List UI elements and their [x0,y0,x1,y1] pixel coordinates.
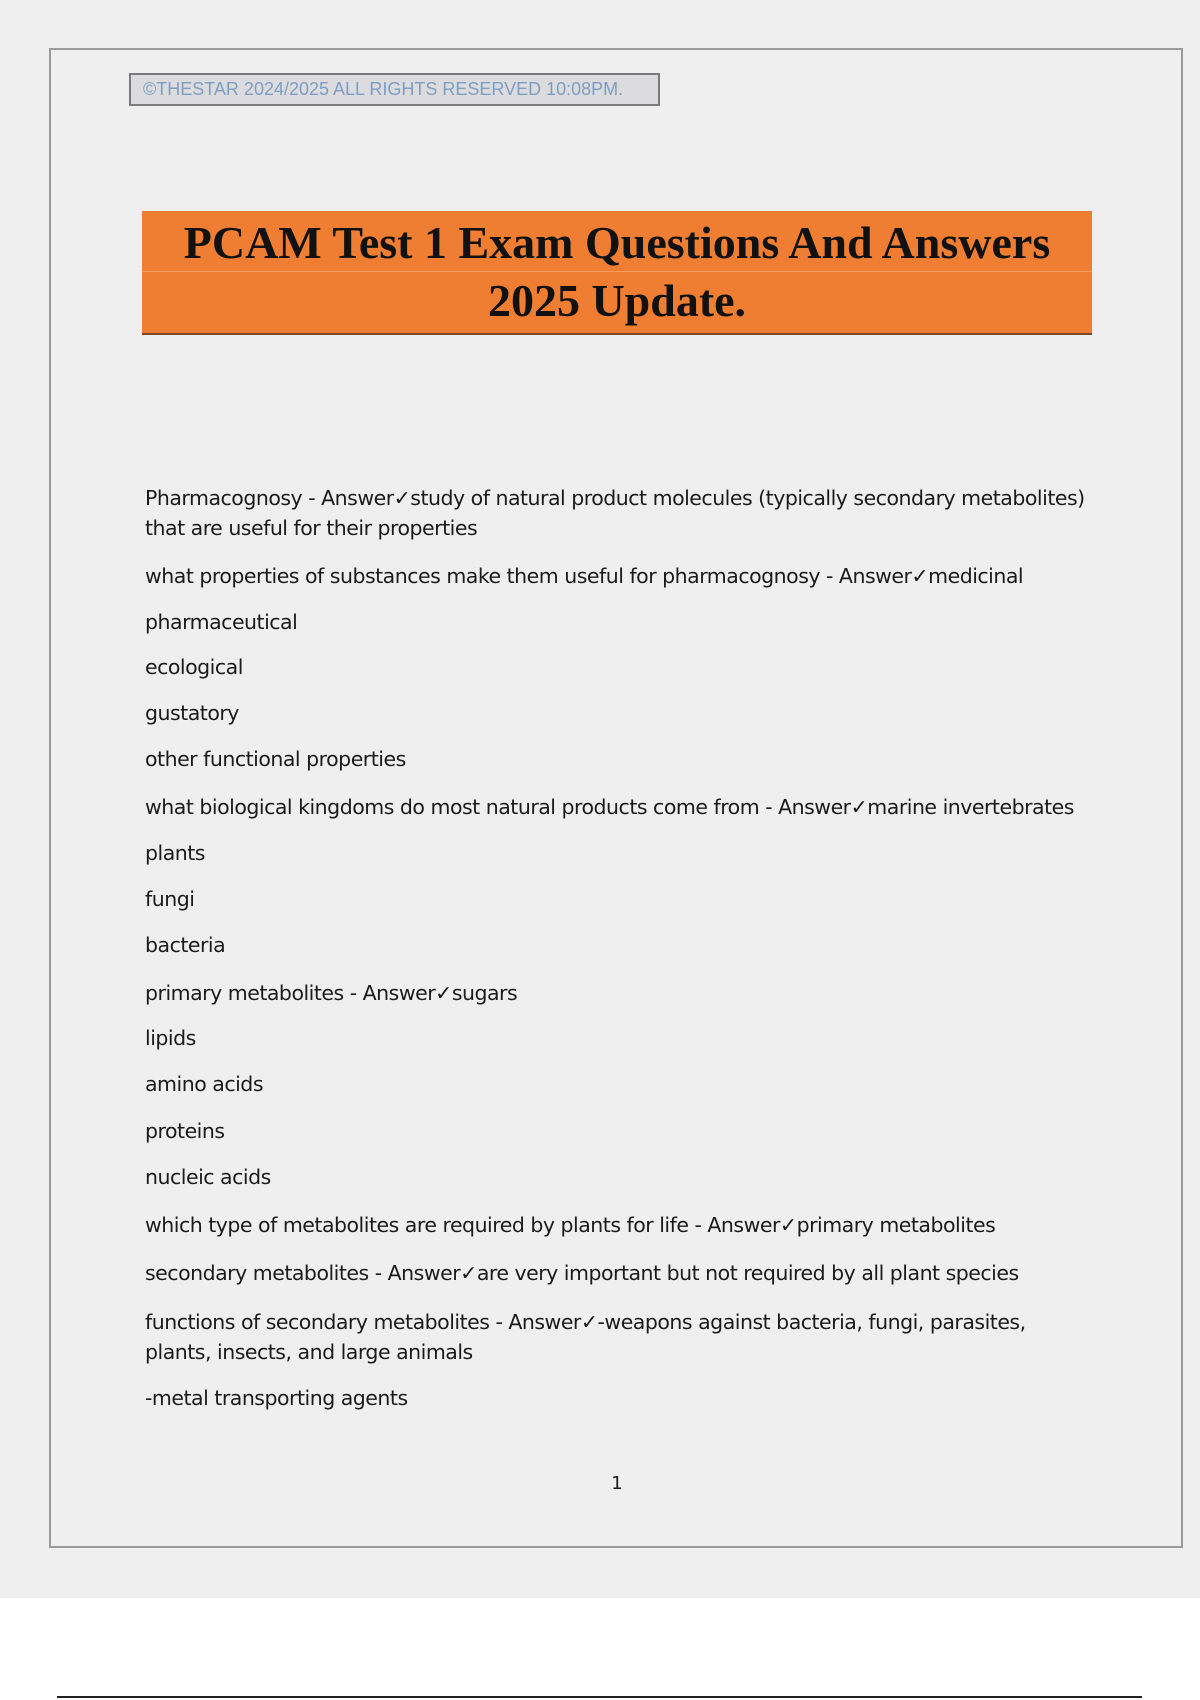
qa-line: plants [145,841,205,865]
title-banner [142,211,1092,335]
qa-line: Pharmacognosy - Answer✓study of natural product molecules (typically secondary metabolites) [145,486,1085,510]
copyright-notice: ©THESTAR 2024/2025 ALL RIGHTS RESERVED 10:08PM. [129,73,660,106]
qa-line: pharmaceutical [145,610,298,634]
qa-line: that are useful for their properties [145,516,478,540]
qa-line: plants, insects, and large animals [145,1340,473,1364]
qa-line: proteins [145,1119,225,1143]
qa-line: primary metabolites - Answer✓sugars [145,981,518,1005]
qa-line: -metal transporting agents [145,1386,408,1410]
qa-line: which type of metabolites are required by plants for life - Answer✓primary metabolites [145,1213,996,1237]
qa-line: what biological kingdoms do most natural products come from - Answer✓marine invertebrates [145,795,1074,819]
qa-line: other functional properties [145,747,406,771]
qa-line: bacteria [145,933,226,957]
qa-line: nucleic acids [145,1165,271,1189]
document-title-line-2: 2025 Update. [487,275,747,326]
document-title-line-1: PCAM Test 1 Exam Questions And Answers [183,217,1051,268]
qa-line: what properties of substances make them useful for pharmacognosy - Answer✓medicinal [145,564,1024,588]
qa-line: lipids [145,1026,196,1050]
qa-line: ecological [145,655,243,679]
qa-line: functions of secondary metabolites - Answer✓-weapons against bacteria, fungi, parasites, [145,1310,1026,1334]
qa-line: gustatory [145,701,239,725]
title-divider [142,271,1092,272]
qa-line: fungi [145,887,195,911]
bottom-divider [57,1696,1142,1698]
page-number: 1 [611,1473,623,1494]
qa-line: amino acids [145,1072,264,1096]
qa-line: secondary metabolites - Answer✓are very important but not required by all plant species [145,1261,1019,1285]
